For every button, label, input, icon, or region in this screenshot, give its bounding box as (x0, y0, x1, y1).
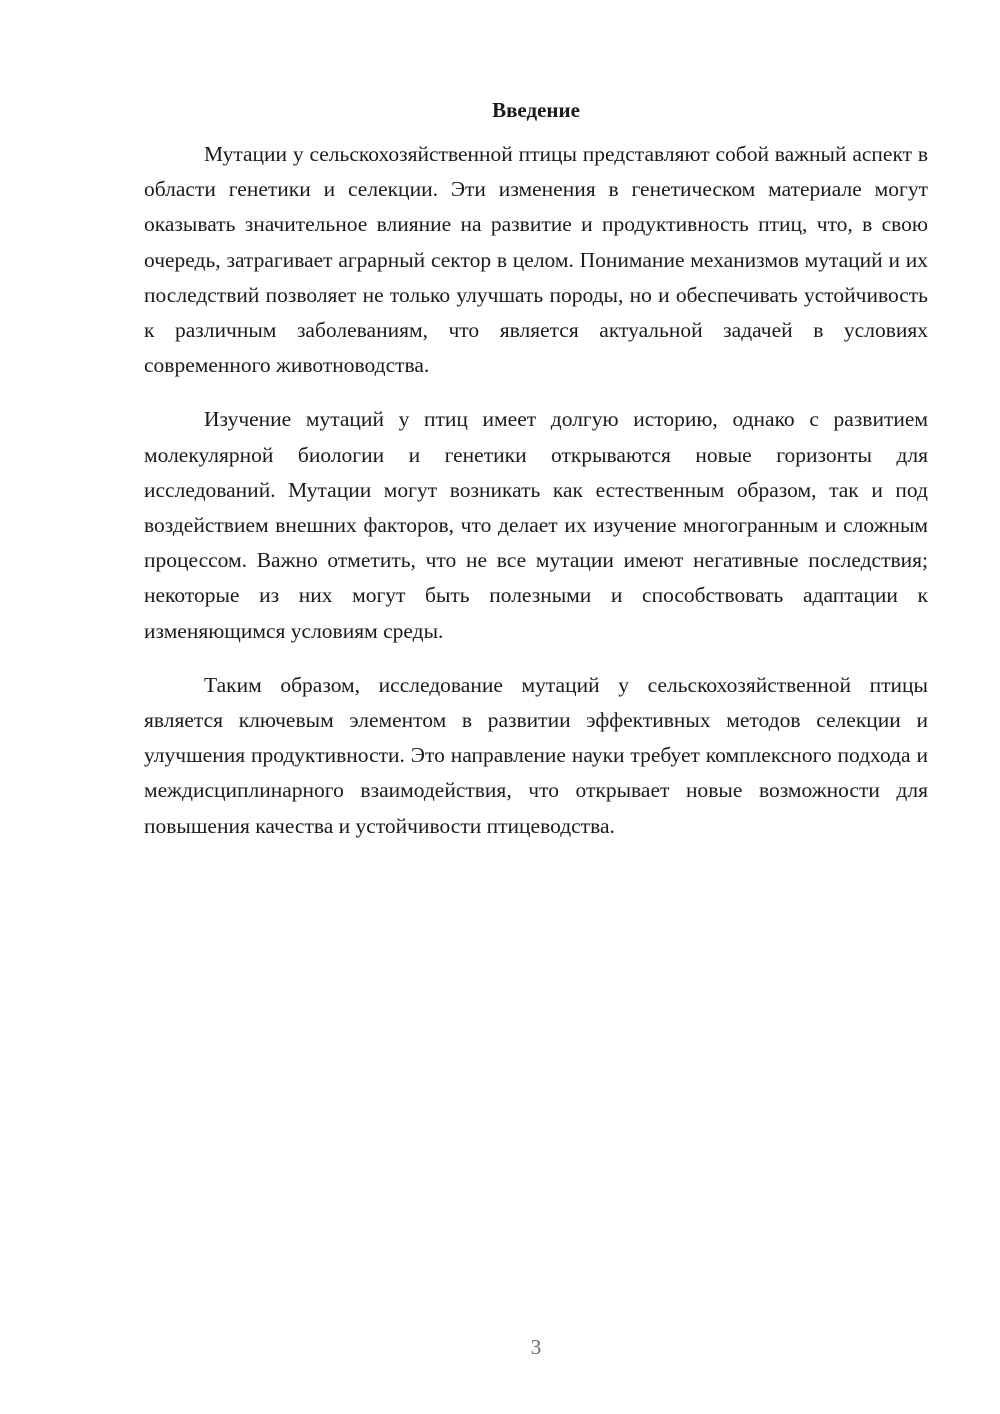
page-number: 3 (530, 1335, 542, 1359)
paragraph-3: Таким образом, исследование мутаций у сельскохозяйственной птицы является ключевым элементом в развитии эффективных методов селекции и улучшения продуктивности. Это направление науки требует комплексного подхода и междисциплинарного взаимодействия, что открывает новые возможности для повышения качества и устойчивости птицеводства. (144, 672, 928, 838)
page-content (144, 96, 928, 844)
paragraph-2: Изучение мутаций у птиц имеет долгую историю, однако с развитием молекулярной биологии и генетики открываются новые горизонты для исследований. Мутации могут возникать как естественным образом, так и под воздействием внешних факторов, что делает их изучение многогранным и сложным процессом. Важно отметить, что не все мутации имеют негативные последствия; некоторые из них могут быть полезными и способствовать адаптации к изменяющимся условиям среды. (144, 407, 928, 643)
paragraph-1: Мутации у сельскохозяйственной птицы представляют собой важный аспект в области генетики и селекции. Эти изменения в генетическом материале могут оказывать значительное влияние на развитие и продуктивность птиц, что, в свою очередь, затрагивает аграрный сектор в целом. Понимание механизмов мутаций и их последствий позволяет не только улучшать породы, но и обеспечивать устойчивость к различным заболеваниям, что является актуальной задачей в условиях современного животноводства. (144, 142, 928, 378)
section-heading: Введение (492, 98, 580, 122)
